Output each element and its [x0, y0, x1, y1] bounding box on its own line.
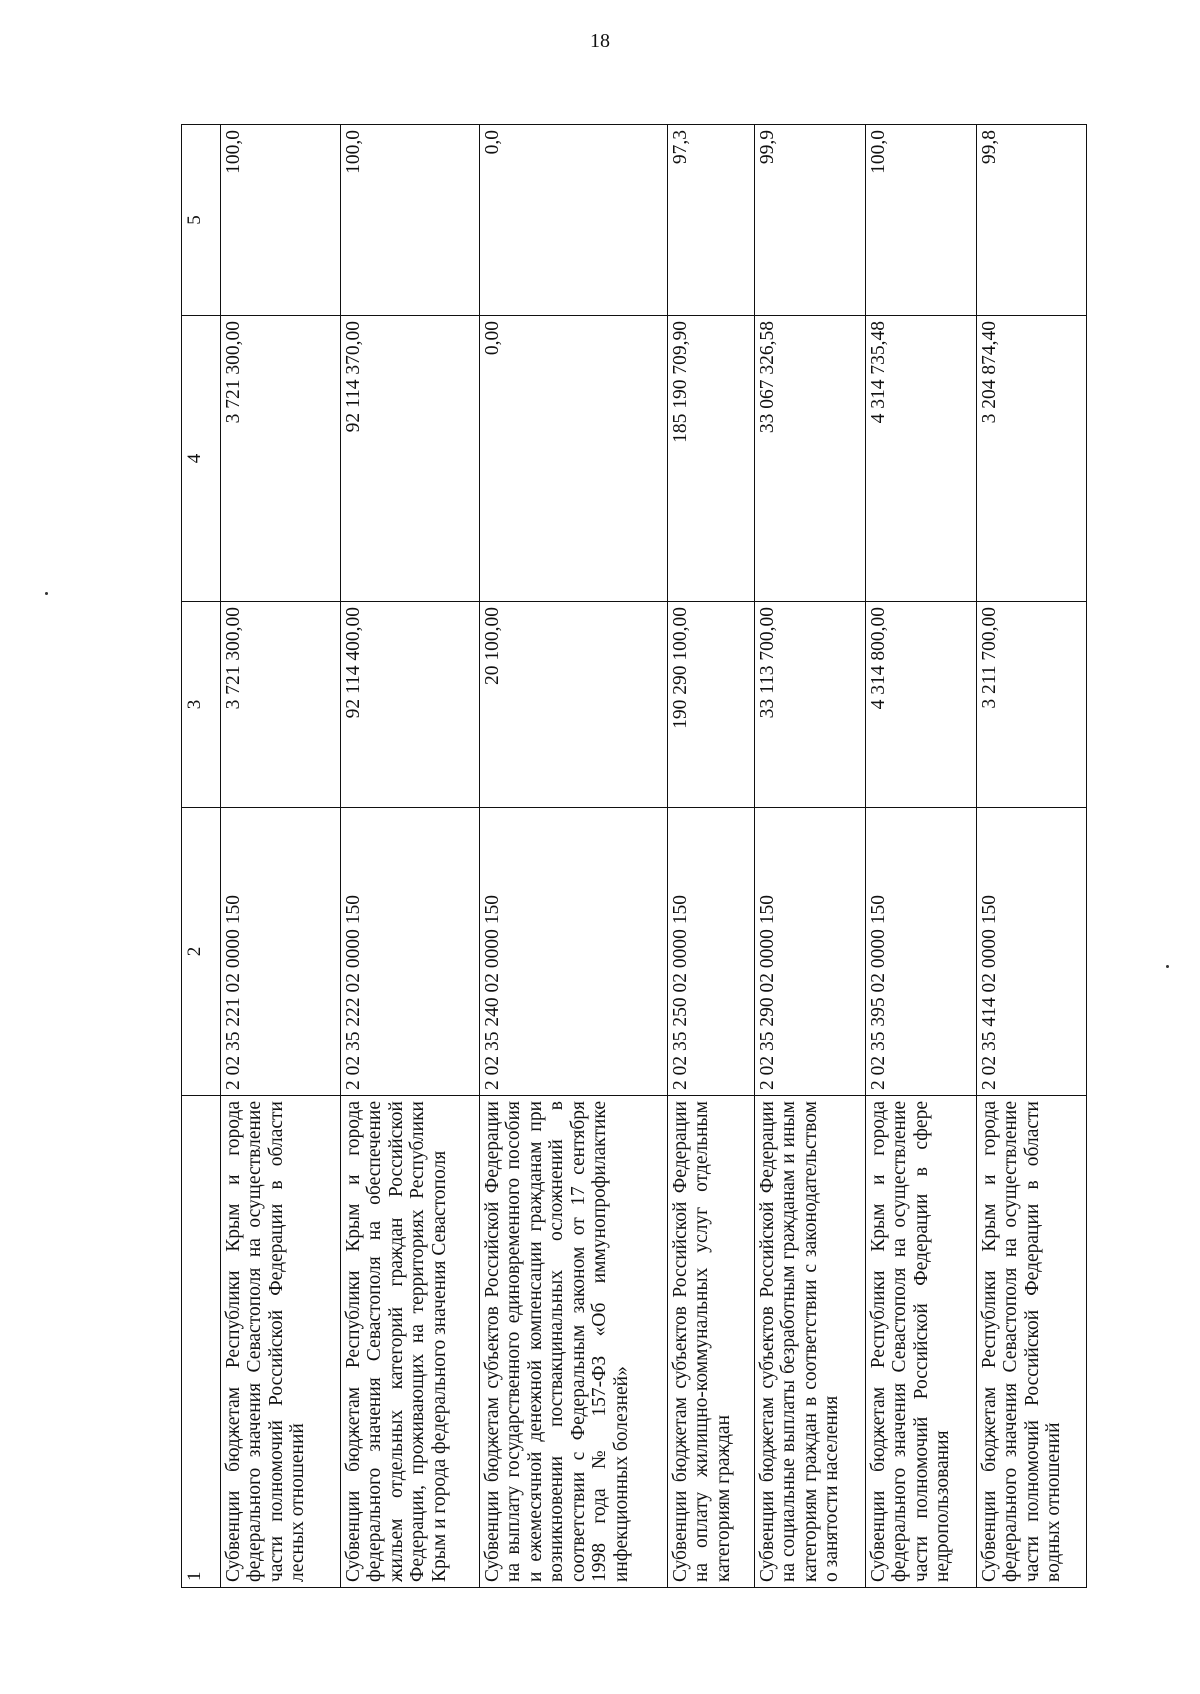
row-description: Субвенции бюджетам Республики Крым и города федерального значения Севастополя на осуществление части полномочий Российской Федерации в области водных отношений — [977, 1096, 1087, 1588]
table-row — [977, 125, 1087, 1588]
row-budget-code: 2 02 35 290 02 0000 150 — [755, 808, 866, 1096]
header-cell-1: 1 — [182, 1096, 221, 1588]
row-plan-amount: 33 113 700,00 — [755, 602, 866, 808]
row-percent: 97,3 — [668, 125, 755, 316]
row-description: Субвенции бюджетам Республики Крым и города федерального значения Севастополя на обеспечение жильем отдельных категорий граждан Российской Федерации, проживающих на территориях Республики Крым и города федерального значения Севастополя — [341, 1096, 480, 1588]
table-row — [866, 125, 977, 1588]
header-cell-5: 5 — [182, 125, 221, 316]
row-description: Субвенции бюджетам Республики Крым и города федерального значения Севастополя на осуществление части полномочий Российской Федерации в области лесных отношений — [221, 1096, 341, 1588]
row-plan-amount: 3 721 300,00 — [221, 602, 341, 808]
row-percent: 100,0 — [866, 125, 977, 316]
row-actual-amount: 185 190 709,90 — [668, 316, 755, 602]
row-percent: 99,9 — [755, 125, 866, 316]
page-number: 18 — [590, 30, 610, 52]
row-actual-amount: 3 204 874,40 — [977, 316, 1087, 602]
row-plan-amount: 92 114 400,00 — [341, 602, 480, 808]
row-budget-code: 2 02 35 221 02 0000 150 — [221, 808, 341, 1096]
row-actual-amount: 4 314 735,48 — [866, 316, 977, 602]
header-cell-3: 3 — [182, 602, 221, 808]
row-percent: 0,0 — [480, 125, 668, 316]
row-percent: 100,0 — [221, 125, 341, 316]
row-actual-amount: 92 114 370,00 — [341, 316, 480, 602]
row-budget-code: 2 02 35 240 02 0000 150 — [480, 808, 668, 1096]
row-description: Субвенции бюджетам субъектов Российской Федерации на выплату государственного единовременного пособия и ежемесячной денежной компенсации гражданам при возникновении поствакцинальных осложнений в соответствии с Федеральным законом от 17 сентября 1998 года № 157-ФЗ «Об иммунопрофилактике инфекционных болезней» — [480, 1096, 668, 1588]
row-actual-amount: 0,00 — [480, 316, 668, 602]
row-budget-code: 2 02 35 250 02 0000 150 — [668, 808, 755, 1096]
row-description: Субвенции бюджетам субъектов Российской Федерации на социальные выплаты безработным гражданам и иным категориям граждан в соответствии с законодательством о занятости населения — [755, 1096, 866, 1588]
table-header-row — [182, 125, 221, 1588]
row-percent: 100,0 — [341, 125, 480, 316]
row-budget-code: 2 02 35 222 02 0000 150 — [341, 808, 480, 1096]
row-percent: 99,8 — [977, 125, 1087, 316]
table-row — [668, 125, 755, 1588]
row-actual-amount: 33 067 326,58 — [755, 316, 866, 602]
header-cell-2: 2 — [182, 808, 221, 1096]
scan-speck — [45, 592, 48, 595]
header-cell-4: 4 — [182, 316, 221, 602]
table-row — [480, 125, 668, 1588]
subventions-table — [181, 124, 1087, 1588]
row-budget-code: 2 02 35 395 02 0000 150 — [866, 808, 977, 1096]
row-plan-amount: 3 211 700,00 — [977, 602, 1087, 808]
row-budget-code: 2 02 35 414 02 0000 150 — [977, 808, 1087, 1096]
scan-speck — [1166, 965, 1169, 968]
row-description: Субвенции бюджетам Республики Крым и города федерального значения Севастополя на осуществление части полномочий Российской Федерации в сфере недропользования — [866, 1096, 977, 1588]
row-plan-amount: 20 100,00 — [480, 602, 668, 808]
row-description: Субвенции бюджетам субъектов Российской Федерации на оплату жилищно-коммунальных услуг отдельным категориям граждан — [668, 1096, 755, 1588]
table-row — [755, 125, 866, 1588]
table-row — [341, 125, 480, 1588]
row-plan-amount: 4 314 800,00 — [866, 602, 977, 808]
table-row — [221, 125, 341, 1588]
rotated-table-frame — [181, 125, 1065, 1588]
row-actual-amount: 3 721 300,00 — [221, 316, 341, 602]
row-plan-amount: 190 290 100,00 — [668, 602, 755, 808]
